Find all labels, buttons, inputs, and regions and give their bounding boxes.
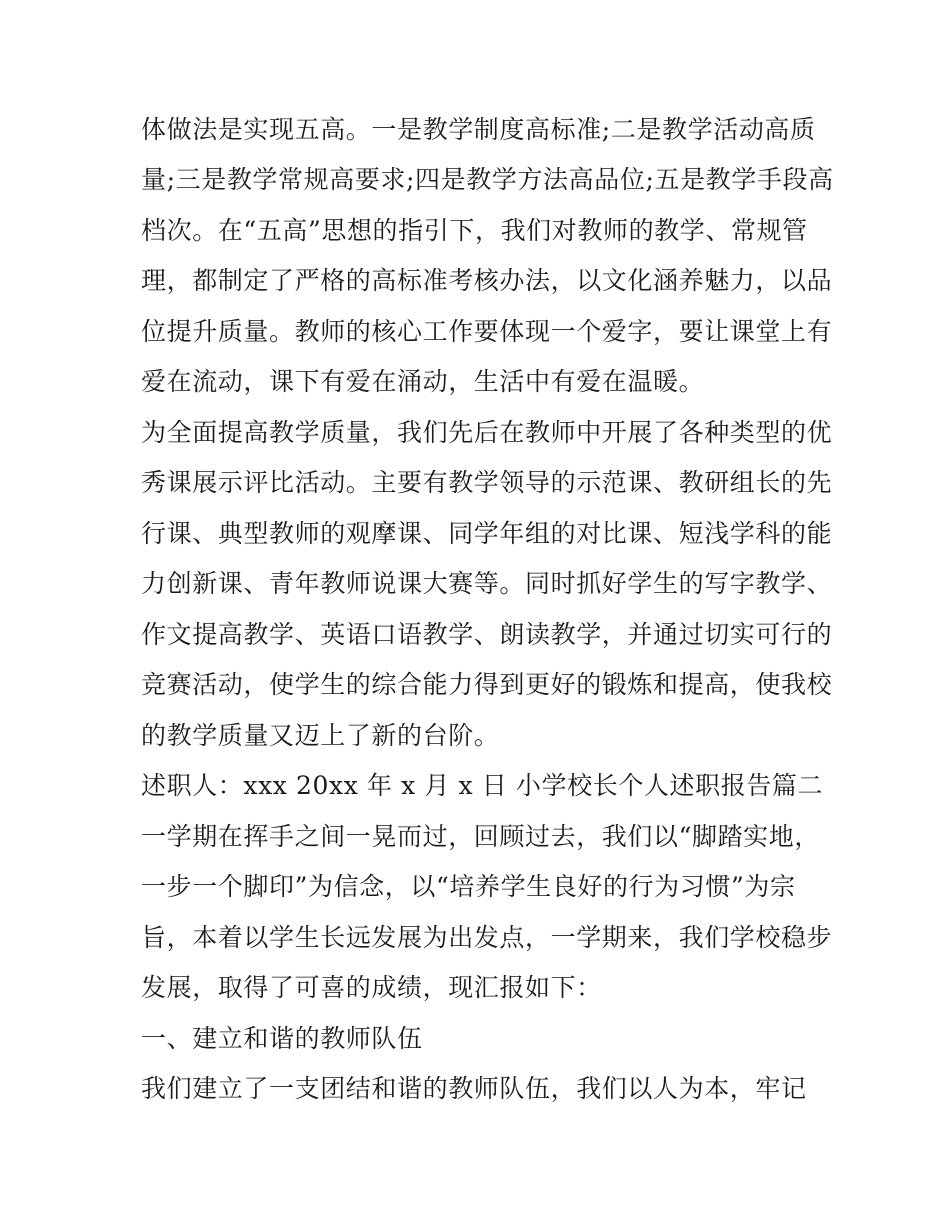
text-line: 作文提高教学、英语口语教学、朗读教学，并通过切实可行的: [141, 620, 833, 649]
text-line: 秀课展示评比活动。主要有教学领导的示范课、教研组长的先: [141, 468, 833, 497]
text-line: 的教学质量又迈上了新的台阶。: [141, 721, 500, 750]
text-line: 旨，本着以学生长远发展为出发点，一学期来，我们学校稳步: [141, 923, 833, 952]
text-line: 一步一个脚印”为信念，以“培养学生良好的行为习惯”为宗: [141, 872, 796, 901]
text-line: 述职人：xxx 20xx 年 x 月 x 日 小学校长个人述职报告篇二: [141, 771, 824, 800]
text-line: 量;三是教学常规高要求;四是教学方法高品位;五是教学手段高: [141, 165, 834, 194]
text-line: 一学期在挥手之间一晃而过，回顾过去，我们以“脚踏实地，: [141, 822, 820, 851]
text-line: 力创新课、青年教师说课大赛等。同时抓好学生的写字教学、: [141, 569, 833, 598]
text-line: 档次。在“五高”思想的指引下，我们对教师的教学、常规管: [141, 216, 808, 245]
text-line: 我们建立了一支团结和谐的教师队伍，我们以人为本，牢记: [141, 1074, 807, 1103]
text-line: 竞赛活动，使学生的综合能力得到更好的锻炼和提高，使我校: [141, 670, 833, 699]
section-heading: 一、建立和谐的教师队伍: [141, 1024, 423, 1053]
text-line: 为全面提高教学质量，我们先后在教师中开展了各种类型的优: [141, 418, 833, 447]
text-line: 体做法是实现五高。一是教学制度高标准;二是教学活动高质: [141, 115, 816, 144]
text-line: 发展，取得了可喜的成绩，现汇报如下：: [141, 973, 602, 1002]
text-line: 爱在流动，课下有爱在涌动，生活中有爱在温暖。: [141, 367, 705, 396]
text-line: 位提升质量。教师的核心工作要体现一个爱字，要让课堂上有: [141, 317, 833, 346]
text-line: 行课、典型教师的观摩课、同学年组的对比课、短浅学科的能: [141, 519, 833, 548]
text-line: 理，都制定了严格的高标准考核办法，以文化涵养魅力，以品: [141, 266, 833, 295]
